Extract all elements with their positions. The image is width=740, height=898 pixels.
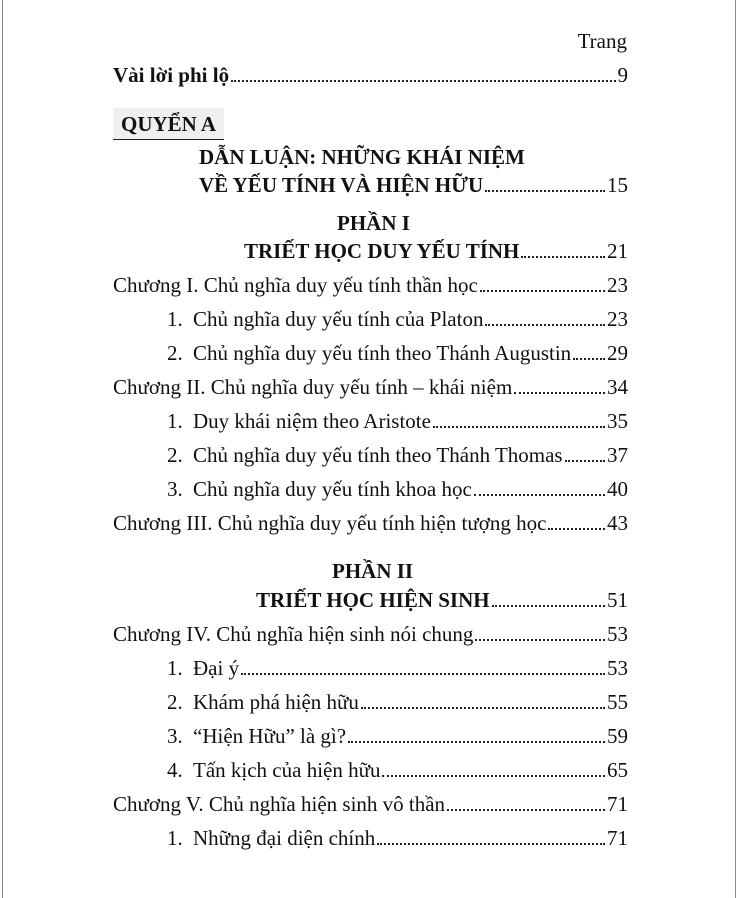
toc-entry-part-title[interactable]: [244, 238, 628, 264]
dot-leader: [492, 589, 605, 607]
toc-entry-preface[interactable]: [113, 62, 628, 88]
section-number: 2.: [167, 443, 183, 467]
toc-page-number: 40: [607, 477, 628, 501]
introduction-title-line1: DẪN LUẬN: NHỮNG KHÁI NIỆM: [199, 145, 525, 169]
dot-leader: [565, 444, 605, 462]
toc-page-number: 55: [607, 690, 628, 714]
toc-page-number: 43: [607, 511, 628, 535]
section-number: 2.: [167, 690, 183, 714]
toc-entry-section[interactable]: [167, 408, 628, 434]
toc-page-number: 59: [607, 724, 628, 748]
toc-entry-label: Chương I. Chủ nghĩa duy yếu tính thần học: [113, 273, 478, 297]
dot-leader: [480, 274, 605, 292]
toc-entry-label: Chương V. Chủ nghĩa hiện sinh vô thần: [113, 792, 446, 816]
toc-page-number: 71: [607, 826, 628, 850]
toc-entry-chapter[interactable]: [113, 374, 628, 400]
dot-leader: [475, 623, 605, 641]
toc-page-number: 23: [607, 307, 628, 331]
section-number: 2.: [167, 341, 183, 365]
toc-page-number: 29: [607, 341, 628, 365]
toc-entry-section[interactable]: [167, 306, 628, 332]
dot-leader: [231, 64, 615, 82]
toc-entry-section[interactable]: [167, 442, 628, 468]
toc-entry-label: VỀ YẾU TÍNH VÀ HIỆN HỮU: [199, 173, 484, 197]
dot-leader: [382, 759, 605, 777]
part-heading: PHẦN II: [332, 559, 414, 583]
toc-entry-chapter[interactable]: [113, 272, 628, 298]
toc-entry-label: Chủ nghĩa duy yếu tính của Platon: [193, 307, 484, 331]
toc-page-number: 35: [607, 409, 628, 433]
dot-leader: [485, 174, 605, 192]
toc-entry-section[interactable]: [167, 655, 628, 681]
dot-leader: [241, 657, 605, 675]
document-page: [2, 0, 736, 898]
dot-leader: [548, 512, 605, 530]
toc-entry-label: “Hiện Hữu” là gì?: [193, 724, 347, 748]
toc-entry-label: Khám phá hiện hữu: [193, 690, 359, 714]
toc-entry-chapter[interactable]: [113, 510, 628, 536]
dot-leader: [521, 240, 605, 258]
toc-entry-label: Chương III. Chủ nghĩa duy yếu tính hiện tượng học: [113, 511, 547, 535]
toc-page-number: 23: [607, 273, 628, 297]
toc-entry-label: TRIẾT HỌC DUY YẾU TÍNH: [244, 239, 520, 263]
section-number: 3.: [167, 477, 183, 501]
dot-leader: [447, 793, 605, 811]
toc-entry-section[interactable]: [167, 476, 628, 502]
toc-entry-label: Chương IV. Chủ nghĩa hiện sinh nói chung: [113, 622, 474, 646]
toc-entry-introduction[interactable]: [199, 172, 628, 198]
dot-leader: [377, 827, 605, 845]
dot-leader: [474, 478, 605, 496]
dot-leader: [348, 725, 605, 743]
toc-entry-section[interactable]: [167, 723, 628, 749]
section-number: 1.: [167, 826, 183, 850]
toc-entry-section[interactable]: [167, 825, 628, 851]
toc-entry-section[interactable]: [167, 340, 628, 366]
toc-page-number: 15: [607, 173, 628, 197]
dot-leader: [361, 691, 605, 709]
toc-page-number: 65: [607, 758, 628, 782]
toc-entry-section[interactable]: [167, 757, 628, 783]
toc-entry-label: Chương II. Chủ nghĩa duy yếu tính – khái niệm: [113, 375, 513, 399]
section-number: 4.: [167, 758, 183, 782]
toc-entry-chapter[interactable]: [113, 621, 628, 647]
toc-page-number: 34: [607, 375, 628, 399]
section-number: 1.: [167, 656, 183, 680]
toc-entry-label: TRIẾT HỌC HIỆN SINH: [256, 588, 490, 612]
toc-page-number: 37: [607, 443, 628, 467]
toc-entry-label: Tấn kịch của hiện hữu: [193, 758, 381, 782]
toc-entry-label: Chủ nghĩa duy yếu tính theo Thánh Augustin: [193, 341, 572, 365]
volume-heading: QUYỂN A: [113, 108, 224, 140]
toc-page-number: 53: [607, 656, 628, 680]
toc-entry-label: Chủ nghĩa duy yếu tính theo Thánh Thomas: [193, 443, 563, 467]
toc-page-number: 53: [607, 622, 628, 646]
toc-page-number: 71: [607, 792, 628, 816]
toc-entry-chapter[interactable]: [113, 791, 628, 817]
toc-entry-part-title[interactable]: [256, 587, 628, 613]
dot-leader: [485, 308, 605, 326]
dot-leader: [433, 410, 605, 428]
toc-entry-label: Duy khái niệm theo Aristote: [193, 409, 431, 433]
toc-entry-label: Những đại diện chính: [193, 826, 376, 850]
toc-entry-section[interactable]: [167, 689, 628, 715]
toc-page-number: 51: [607, 588, 628, 612]
section-number: 1.: [167, 409, 183, 433]
section-number: 3.: [167, 724, 183, 748]
dot-leader: [573, 342, 605, 360]
toc-page-number: 9: [617, 63, 628, 87]
toc-page-number: 21: [607, 239, 628, 263]
toc-entry-label: Vài lời phi lộ: [113, 63, 230, 87]
toc-entry-label: Đại ý: [193, 656, 240, 680]
page-column-label: Trang: [577, 29, 627, 53]
toc-entry-label: Chủ nghĩa duy yếu tính khoa học: [193, 477, 472, 501]
part-heading: PHẦN I: [337, 211, 410, 235]
dot-leader: [514, 376, 605, 394]
section-number: 1.: [167, 307, 183, 331]
